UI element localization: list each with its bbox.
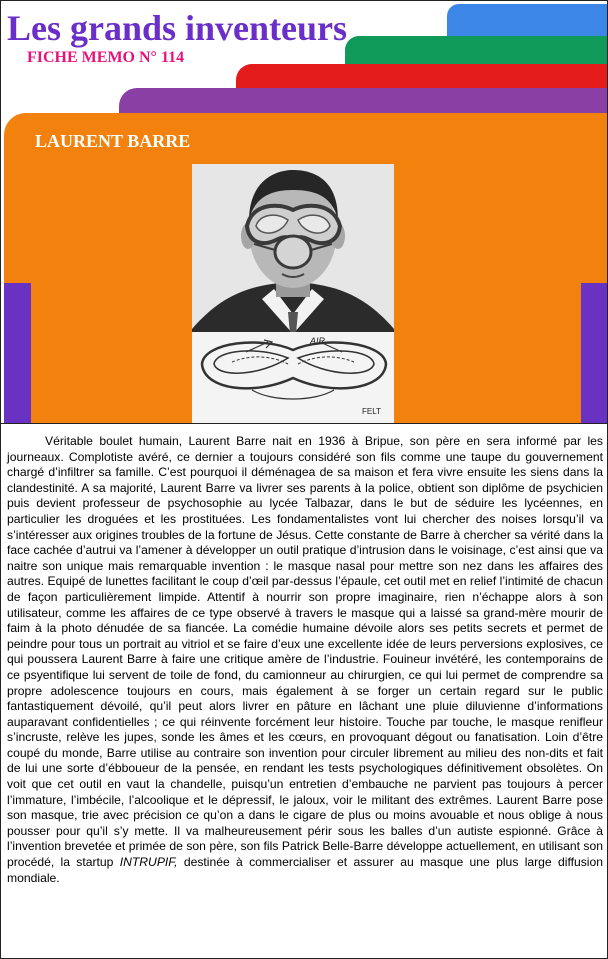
- side-band-right: [581, 283, 608, 423]
- startup-name: INTRUPIF,: [119, 855, 178, 870]
- article-text-main: Véritable boulet humain, Laurent Barre nait en 1936 à Bripue, son père en sera informé par les journeaux. Complotiste avéré, ce dernier a toujours considéré son fils comme une taupe du gouvernement chargé d’infiltrer sa famille. C’est pourquoi il déménagea de sa maison et fera vivre ensuite les siens dans la clandestinité. A sa majorité, Laurent Barre va livrer ses parents à la police, obtient son diplôme de psychicien puis devient professeur de psychosophie au lycée Talbazar, dans le but de séduire les lycéennes, en particulier les droguées et les prostituées. Les fondamentalistes vont lui chercher des noises lorsqu’il va s’intéresser aux origines troubles de la fortune de Jésus. Cette constante de Barre à chercher sa vérité dans la face cachée d’autrui va l’amener à développer un outil pratique d’intrusion dans le voisinage, c’est ainsi que va naitre son unique mais remarquable invention : le masque nasal pour mettre son nez dans les affaires des autres. Equipé de lunettes facilitant le coup d’œil par-dessus l’épaule, cet outil met en relief l’intimité de chacun de façon particulièrement limpide. Attentif à nourrir son propre imaginaire, rien n’échappe alors à son utilisateur, comme les affaires de ce type observé à travers le masque qui a laissé sa grand-mère mourir de faim à la photo dénudée de sa fiancée. La comédie humaine dévoile alors ses petits secrets et permet de peindre pour tous un portrait au vitriol et se faire d’eux une excellente idée de leurs perversions explosives, ce qui poussera Laurent Barre à faire une critique amère de l’industrie. Fouineur invétéré, les contemporains de ce psyentifique lui servent de toile de fond, du camionneur au chirurgien, ce qui lui permet de comprendre sa propre adolescence toujours en cours, mais également à se forger un certain regard sur le public fantastiquement dévoilé, qu’il peut alors livrer en pâture en lâchant une pluie diluvienne d’informations auparavant confidentielles ; ce qui réinvente forcément leur histoire. Touche par touche, le masque renifleur s’incruste, relève les jupes, sonde les âmes et les cœurs, en provoquant dégout ou fanatisation. Loin d’être coupé du monde, Barre utilise au contraire son invention pour circuler librement au milieu des non-dits et fait de lui une sorte d’ébboueur de la pensée, en rendant les tests psychologiques définitivement obsolètes. On voit que cet outil en vaut la chandelle, puisqu’un entretien d’embauche ne parvient pas toujours à percer l’immature, l’imbécile, l’alcoolique et le dépressif, le jaloux, voir le militant des extrêmes. Laurent Barre pose son masque, trie avec précision ce qu’on a dans le cigare de plus ou moins avouable et nous oblige à nous pousser pour qu’il s’y mette. Il va malheureusement périr sous les balles d’un autiste espionné. Grâce à l’invention brevetée et primée de son père, son fils Patrick Belle-Barre développe actuellement, en utilisant son procédé, la startup: [7, 434, 603, 870]
- diagram-air-label: AIR: [310, 336, 326, 346]
- photo-signature: FELT: [362, 407, 381, 416]
- page-title: Les grands inventeurs: [7, 8, 348, 48]
- article-body: [1, 423, 607, 958]
- side-band-left: [4, 283, 31, 423]
- memo-number: FICHE MEMO N° 114: [27, 49, 185, 66]
- inventor-name: LAURENT BARRE: [35, 131, 191, 151]
- article-text-end: destinée à commercialiser et assurer au masque une plus large diffusion mondiale.: [7, 855, 603, 885]
- article-paragraph: [7, 434, 603, 886]
- inventor-photo: [192, 164, 394, 423]
